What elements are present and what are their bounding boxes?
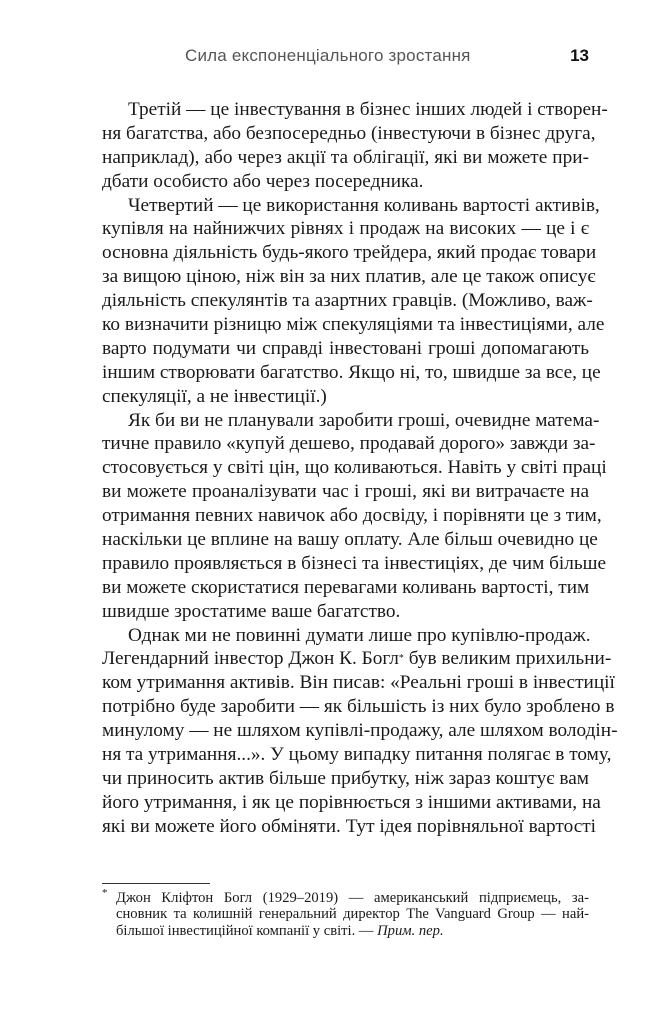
running-head (0, 46, 665, 70)
translator-note-label: Прим. пер. (377, 922, 444, 939)
text-line: ви можете скористатися перевагами коливань вартості, тим (102, 576, 590, 598)
text-line: чи приносить актив більше прибутку, ніж зараз коштує вам (102, 767, 589, 789)
paragraph-rule (102, 409, 607, 624)
text-line: варто подумати чи справді інвестовані гроші допомагають (102, 337, 589, 359)
text-line: дбати особисто або через посередника. (102, 170, 424, 192)
text-line: отримання певних навичок або досвіду, і порівняти це з тим, (102, 505, 602, 527)
footnote-reference[interactable]: * (398, 653, 404, 665)
footnote-line: сновник та колишній генеральний директор The Vanguard Group — най- (116, 906, 589, 923)
text-line: ком утримання активів. Він писав: «Реальні гроші в інвестиції (102, 672, 615, 694)
footnote (102, 887, 589, 939)
text-line: Однак ми не повинні думати лише про купівлю-продаж. (128, 624, 591, 646)
page-number: 13 (570, 46, 589, 65)
text-line: діяльність спекулянтів та азартних гравців. (Можливо, важ- (102, 290, 593, 312)
paragraph-bogle (102, 624, 618, 839)
text-line: які ви можете його обміняти. Тут ідея порівняльної вартості (102, 815, 597, 837)
text-line: його утримання, і як це порівнюється з іншими активами, на (102, 791, 601, 813)
text-line: ко визначити різницю між спекуляціями та інвестиціями, але (102, 314, 605, 336)
text-line: ви можете проаналізувати час і гроші, які ви витрачаєте на (102, 481, 589, 503)
text-line: потрібно буде заробити — як більшість із них було зроблено в (102, 696, 615, 718)
text-line: іншим створювати багатство. Якщо ні, то, швидше за все, це (102, 361, 601, 383)
text-line: правило проявляється в бізнесі та інвестиціях, де чим більше (102, 552, 607, 574)
body-text (102, 98, 618, 839)
footnote-text: більшої інвестиційної компанії у світі. — (116, 922, 374, 939)
text-line: стосовується у світі цін, що коливаються. Навіть у світі праці (102, 457, 607, 479)
text-line: наприклад), або через акції та облігації, які ви можете при- (102, 146, 589, 168)
text-line: швидше зростатиме ваше багатство. (102, 600, 401, 622)
footnote-line (102, 923, 589, 939)
text-span: був великим прихильни- (408, 648, 612, 670)
paragraph-fourth (102, 194, 605, 409)
text-line: спекуляції, а не інвестиції.) (102, 385, 327, 407)
running-head-title: Сила експоненціального зростання (185, 46, 471, 65)
paragraph-third (102, 98, 608, 194)
text-line: за вищою ціною, ніж він за них платив, але це також описує (102, 266, 596, 288)
text-line: ня багатства, або безпосередньо (інвестуючи в бізнес друга, (102, 122, 596, 144)
text-line: минулому — не шляхом купівлі-продажу, але шляхом володін- (102, 720, 618, 742)
text-span: Легендарний інвестор Джон К. Богл (102, 648, 399, 670)
text-line: Третій — це інвестування в бізнес інших людей і створен- (128, 99, 608, 120)
text-line: тичне правило «купуй дешево, продавай дорого» завжди за- (102, 433, 596, 455)
text-line: основна діяльність будь-якого трейдера, який продає товари (102, 242, 597, 264)
text-line (102, 647, 612, 671)
text-line: купівля на найнижчих рівнях і продаж на високих — це і є (102, 218, 589, 240)
text-line: Четвертий — це використання коливань вартості активів, (128, 194, 600, 216)
text-line: ня та утримання...». У цьому випадку питання полягає в тому, (102, 744, 612, 766)
footnote-marker: * (102, 887, 108, 899)
text-line: Як би ви не планували заробити гроші, очевидне матема- (128, 409, 600, 431)
text-line: наскільки це вплине на вашу оплату. Але більш очевидно це (102, 529, 598, 551)
footnote-divider (102, 883, 210, 884)
footnote-line: Джон Кліфтон Богл (1929–2019) — американський підприємець, за- (116, 890, 589, 906)
